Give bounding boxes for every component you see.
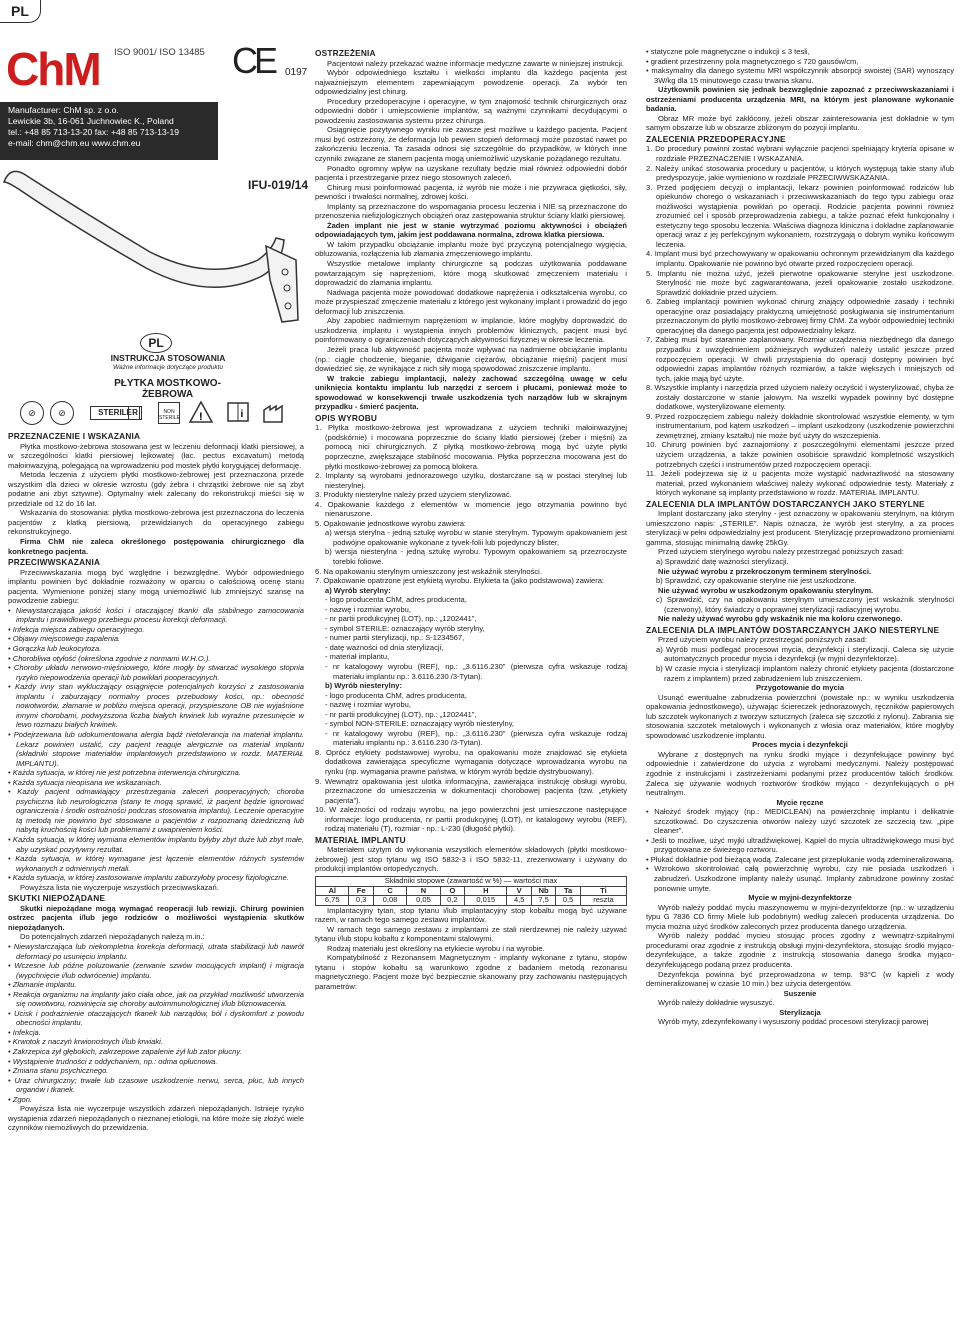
sterile-radiation-symbol: R [128,406,142,420]
paragraph: Kompatybilność z Rezonansem Magnetycznym - implanty wykonane z tytanu, stopów tytanu i stopów kobaltu są warunkowo zgodne z badaniem metodą rezonansu magnetycznego. Pacjent może być bezpiecznie skanowany przy zachowaniu następujących parametrów: [315,953,627,991]
list-item: - logo producenta ChM, adres producenta, [325,595,467,605]
table-cell: 0,015 [465,896,507,906]
list-item: • Każda sytuacja, w której zastosowanie implantu zaburzyłoby procesy fizjologiczne. [8,873,289,883]
list-item: 8. Wszystkie implanty i narzędzia przed użyciem należy oczyścić i wysterylizować, chyba że zostały dostarczone w stanie jałowym. Na wszelki wypadek powinny być dostępne dodatkowe, wysterylizowane elementy. [646,383,954,412]
list-item: - datę ważności od dnia sterylizacji, [325,642,444,652]
list-item: - nr katalogowy wyrobu (REF), np.: „3.6116.230” (pierwsza cyfra wskazuje rodzaj materiału implantu np.: 3.6116.230 /3-Tytan). [325,662,627,681]
heading-warnings: OSTRZEŻENIA [315,48,376,58]
list-item: • Objawy miejscowego zapalenia. [8,634,121,644]
list-item: b) W czasie mycia i sterylizacji implantom należy chronić etykiety pacjenta (dostarczone razem z implantem) przed zabrudzeniem lub zniszczeniem. [656,664,954,683]
list-item: • Nałożyć środek myjący (np.: MEDICLEAN) na powierzchnię implantu i delikatnie szczotkować. Do czyszczenia otworów należy użyć szczotek ze szczecią tzw. „pipe cleaner”. [646,807,954,836]
list-item: • Niewystarczająca lub niekompletna korekcja deformacji, utrata stabilizacji lub nawrót deformacji po usunięciu implantu. [8,941,304,961]
list-item: • Każda sytuacja, w której wymagane jest łączenie elementów różnych systemów wykonanych z odmiennych metali. [8,854,304,873]
paragraph: Usunąć ewentualne zabrudzenia powierzchni (powstałe np.: w wyniku uszkodzenia opakowania jednostkowego), używając ściereczek jednorazowych, ręczników papierowych lub szczotek wykonanych z tworzyw sztucznych (zaleca się szczotki z nylonu). Zabrania się stosowania szczotek metalowych i wykonanych z włosia oraz materiałów, które mogłyby spowodować uszkodzenie implantu. [646,692,954,740]
subheading: Mycie ręczne [776,797,824,807]
table-cell: 7,5 [531,896,555,906]
list-item: - numer partii sterylizacji, np.: S-1234567, [325,633,465,643]
paragraph: Wyrób myty, zdezynfekowany i wysuszony poddać procesowi sterylizacji parowej [658,1017,929,1027]
paragraph: Osiągnięcie pozytywnego wyniku nie zawsze jest możliwe u każdego pacjenta. Pacjent musi być ostrzeżony, że deformacja lub pewien stopień deformacji może pozostać nawet po zakończeniu leczenia. Ta zasada odnosi się szczególnie do przypadków, w których inne czynniki związane ze stanem pacjenta mogą uniemożliwić uzyskanie pożądanego rezultatu. [315,125,627,164]
product-name: PŁYTKA MOSTKOWO-ŻEBROWA [114,378,221,400]
list-item: 6. Zabieg implantacji powinien wykonać chirurg znający odpowiednie zasady i techniki operacyjne oraz posiadający praktyczną umiejętność posługiwania się instrumentarium przeznaczonym do płytki mostkowo-żebrowej firmy ChM. Za wybór odpowiedniej techniki operacyjnej dla danego pacjenta jest odpowiedzialny lekarz. [646,297,954,335]
paragraph: Rodzaj materiału jest określony na etykiecie wyrobu i na wyrobie. [327,943,545,953]
subheading: Sterylizacja [779,1007,821,1017]
list-item: • Wczesne lub późne poluzowanie (zerwanie szwów mocujących implant) i migracja (wypchnięcie i/lub odwrócenie) implantu. [8,961,304,980]
list-item: • Jeśli to możliwe, użyć myjki ultradźwiękowej. Kąpiel do mycia ultradźwiękowego musi być przygotowana ze świeżego roztworu. [646,835,954,855]
paragraph: W trakcie zabiegu implantacji, należy zachować szczególną uwagę w celu uniknięcia kontaktu implantu lub narzędzi z sercem i płucami, ponieważ może to spowodować w konsekwencji trwałe uszkodzenia tych narządów lub w skrajnym przypadku - śmierć pacjenta. [315,373,627,412]
table-cell: 0,3 [349,896,373,906]
table-cell: 0,5 [556,896,580,906]
paragraph: Aby zapobiec nadmiernym naprężeniom w implancie, które mogłyby doprowadzić do uszkodzenia implantu i wystąpienia innych problemów klinicznych, pacjent musi być poinformowany o ograniczeniach dotyczących aktywności fizycznej w okresie leczenia. [315,316,627,345]
table-header-cell: O [440,886,464,896]
instructions-subtitle: Ważne informacje dotyczące produktu [112,364,224,371]
manufacturer-box [0,102,218,160]
list-item: a) Wyrób musi podlegać procesowi mycia, dezynfekcji i sterylizacji. Caleca się użycie automatycznych procedur mycia i dezynfekcji (w myjni dezynfektorze). [656,644,954,664]
list-item: 2. Należy unikać stosowania procedury u pacjentów, u których występują takie stany i/lub predyspozycje, jakie wymieniono w rozdziale PRZECIWWSKAZANIA. [646,163,954,183]
paragraph: Wskazania do stosowania: płytka mostkowo-żebrowa jest przeznaczona do leczenia pacjentów z klatką piersiową, przewidzianych do operacyjnego zabiegu rekonstrukcyjnego. [8,508,304,537]
alloy-composition-table [315,876,627,906]
list-item: - nazwę i rozmiar wyrobu, [325,700,411,710]
instructions-title: INSTRUKCJA STOSOWANIA [110,353,226,363]
list-item: • maksymalny dla danego systemu MRI współczynnik absorpcji swoistej (SAR) wynoszący 3W/kg dla 15 minutowego czasu trwania skanu. [646,66,954,85]
language-tab: PL [0,0,41,23]
paragraph: Implant dostarczany jako sterylny - jest oznaczony w opakowaniu sterylnym, na którym umieszczono napis: „STERILE”. Napis oznacza, że wyrób jest sterylny, a za proces sterylizacji w pełni odpowiedzialny jest producent. Sterylizację przeprowadzono promieniami gamma, stosując minimalną dawkę 25kGy. [646,509,954,547]
paragraph: Przeciwwskazania mogą być względne i bezwzględne. Wybór odpowiedniego implantu powinien być dokładnie rozważony w oparciu o całościową ocenę stanu pacjenta. Wymienione poniżej stany mogą uniemożliwić lub zmniejszyć szansę na powodzenie zabiegu: [8,567,304,606]
paragraph: Użytkownik powinien się jednak bezwzględnie zapoznać z przeciwwskazaniami i ostrzeżeniami producenta urządzenia MRI, na którym jest planowane wykonanie badania. [646,85,954,114]
list-item: 9. Przed rozpoczęciem zabiegu należy dokładnie skontrolować wszystkie elementy, w tym instrumentarium, pod kątem uszkodzeń – implant uszkodzony (uszkodzenie powierzchni zewnętrznej, zmiany kształtu) nie może być użyty do wszczepienia. [646,411,954,440]
list-item: 10. Chirurg powinien być zaznajomiony z poszczególnymi elementami jeszcze przed użyciem urządzenia, a także powinien osobiście sprawdzić kompletność wszystkich potrzebnych części i instrumentów przed rozpoczęciem operacji. [646,440,954,469]
list-item: • Wzrokowo skontrolować całą powierzchnię wyrobu, czy nie posiada uszkodzeń i zabrudzeń. Uszkodzone implanty należy usunąć. Implanty zabrudzone powinny zostać ponownie umyte. [646,864,954,893]
subheading: Mycie w myjni-dezynfektorze [748,893,852,903]
table-header-cell: C [373,886,406,896]
chm-logo: ChM [6,43,100,95]
table-header-cell: Fe [349,886,373,896]
paragraph: Firma ChM nie zaleca określonego postępowania chirurgicznego dla konkretnego pacjenta. [8,537,304,556]
paragraph: W takim przypadku obciążanie implantu może być przyczyną potencjalnego wygięcia, obluzowania, rozłączenia lub złamania zmęczeniowego implantu. [315,239,627,259]
paragraph: Przed użyciem sterylnego wyrobu należy przestrzegać poniższych zasad: [658,547,904,557]
list-item: a) Wyrób sterylny: [325,585,391,595]
svg-text:!: ! [199,411,203,423]
table-header-cell: N [407,886,440,896]
list-item: • Złamanie implantu. [8,980,77,990]
plate-illustration [0,160,310,330]
list-item: - symbol NON-STERILE: oznaczający wyrób niesterylny, [325,719,515,729]
heading-product-description: OPIS WYROBU [315,412,378,423]
list-item: 11. Jeżeli podejrzewa się iż u pacjenta może wystąpić nadwrażliwość na stosowany materiał, przed wykonaniem właściwej należy wykonać odpowiednie testy. Materiały z których wykonane są implanty przedstawiono w rozdz. MATERIAŁ IMPLANTU. [646,469,954,498]
list-item: - materiał implantu, [325,652,390,662]
ce-mark: CE [232,40,275,81]
paragraph: Nie używać wyrobu z przekroczonym terminem sterylności. [658,566,872,576]
column-3 [646,47,954,1027]
paragraph: Płytka mostkowo-żebrowa stosowana jest w leczeniu deformacji klatki piersiowej, a w szczególności klatki piersiowej lejkowatej (łac. pectus excavatum) metodą małoinwazyjną, polegającą na wprowadzeniu pod mostek płytki korygującej deformację. [8,441,304,470]
heading-nonsterile-implants: ZALECENIA DLA IMPLANTÓW DOSTARCZANYCH JAKO NIESTERYLNE [646,624,940,635]
non-sterile-icon: NON STERILE [158,402,180,424]
list-item: • Infekcja miejsca zabiegu operacyjnego. [8,624,145,634]
list-item: • Infekcja. [8,1027,41,1037]
paragraph: Implanty są przeznaczone do wspomagania procesu leczenia i NIE są przeznaczone do przenoszenia niefizjologicznych obciążeń oraz zastępowania struktur ściany klatki piersiowej. [315,201,627,221]
list-item: • Płukać dokładnie pod bieżącą wodą. Zalecane jest przepłukanie wodą zdemineralizowaną. [646,854,954,864]
list-item: • Uraz chirurgiczny; trwałe lub czasowe uszkodzenie nerwu, serca, płuc, lub innych organów i tkanek. [8,1075,304,1095]
svg-text:i: i [240,409,244,420]
list-item: • Każda sytuacja, w której wymiana elementów implantu byłyby zbyt duże lub zbyt małe, aby uzyskać pozytywny rezultat. [8,834,304,854]
heading-side-effects: SKUTKI NIEPOŻĄDANE [8,893,106,904]
paragraph: Skutki niepożądane mogą wymagać reoperacji lub rewizji. Chirurg powinien ostrzec pacjenta i/lub jego rodziców o możliwości wystąpienia skutków niepożądanych. [8,903,304,932]
list-item: • Zakrzepica żył głębokich, zakrzepowe zapalenie żył lub zator płucny. [8,1047,242,1056]
table-cell: 0,05 [407,896,440,906]
manufacturer-phone: tel.: +48 85 713-13-20 fax: +48 85 713-13-19 [8,127,180,137]
list-item: 7. Zabieg musi być starannie zaplanowany. Rozmiar urządzenia niezbędnego dla danego przypadku z uwzględnieniem późniejszych wydłużeń należy ustalić jeszcze przed rozpoczęciem operacji. W chwili przystąpienia do operacji dostępny powinien być odpowiedni zapas implantów różnych rozmiarów, a także większych i mniejszych od tych, jakie mają być użyte. [646,335,954,383]
iso-certification: ISO 9001/ ISO 13485 [114,47,205,58]
table-header-cell: V [507,886,531,896]
paragraph: Dezynfekcja powinna być przeprowadzona w temp. 93°C (w kąpieli z wody demineralizowanej w czasie 10 min.) bez użycia detergentów. [646,969,954,989]
plate-shape [4,171,284,287]
ce-notified-body-number: 0197 [285,67,308,78]
paragraph: Przed użyciem wyrobu należy przestrzegać poniższych zasad: [658,635,867,645]
table-header-cell: H [465,886,507,896]
paragraph: Jeżeli praca lub aktywność pacjenta może wpływać na nadmierne obciążanie implantu (np.: ciągłe chodzenie, bieganie, dźwiganie ciężarów, obciążanie mięśni) pacjent musi dowiedzieć się, że wynikające z nich siły mogą spowodować zniszczenie implantu. [315,344,627,374]
list-item: b) Sprawdzić, czy opakowanie sterylne nie jest uszkodzone. [656,576,857,586]
list-item: - nr partii produkcyjnej (LOT), np.: „1202441”, [325,709,477,719]
paragraph: Wyrób należy poddać mycieu stosując proces zgodny z wewnątrz-szpitalnymi procedurami oraz zgodnie z instrukcją obsługi myjni-dezynfektora, stosując środki myjąco-dezynfekujące, a także zgodnie z instrukcją stosowania danego środka myjąco-dezynfekującego podaną przez producenta. [646,931,954,969]
caution-icon [188,400,214,424]
list-item: a) wersja sterylna - jedną sztukę wyrobu w stanie sterylnym. Typowym opakowaniem jest podwójne opakowanie wykonane z tyvek-folii lub pojedynczy blister, [325,528,627,547]
list-item: • Chorobliwa otyłość (określona zgodnie z normami W.H.O.). [8,653,211,663]
paragraph: Powyższa lista nie wyczerpuje wszystkich przeciwwskazań. [20,882,219,892]
list-item: - nr katalogowy wyrobu (REF), np.: „3.6116.230” (pierwsza cyfra wskazuje rodzaj materiału implantu np.: 3.6116.230 /3-Tytan). [325,728,627,748]
list-item: 10. W zależności od rodzaju wyrobu, na jego powierzchni jest umieszczone następujące informacje: logo producenta, nr partii produkcyjnej (LOT), nr katalogowy wyrobu (REF), rodzaj materiału (T), rozmiar - np.: L-230 (długość płytki). [315,805,627,834]
list-item: 5. Opakowanie jednostkowe wyrobu zawiera: [315,518,467,528]
list-item: 4. Opakowanie każdego z elementów w momencie jego otrzymania powinno być nienaruszone. [315,499,627,519]
table-header-cell: Ta [556,886,580,896]
paragraph: Do potencjalnych zdarzeń niepożądanych należą m.in.: [20,932,205,942]
ifu-code: IFU-019/14 [248,178,309,192]
column-1 [8,430,304,1133]
list-item: b) wersja niesterylna - jedną sztukę wyrobu. Typowym opakowaniem są przezroczyste torebki foliowe. [325,547,627,566]
list-item: • Krwotok z naczyń krwionośnych i/lub krwiaki. [8,1037,163,1047]
manufacturer-icon [262,400,284,424]
list-item: b) Wyrób niesterylny: [325,681,403,691]
list-item: - nr partii produkcyjnej (LOT), np.: „1202441”, [325,614,477,624]
paragraph: Procedury przedoperacyjne i operacyjne, w tym znajomość technik chirurgicznych oraz odpowiedni dobór i umiejscowienie implantów, są ważnymi czynnikami decydującymi o powodzeniu zastosowania systemu przez chirurga. [315,96,627,125]
paragraph: Wyrób należy dokładnie wysuszyć. [658,998,775,1008]
list-item: • Każda sytuacja nieopisana we wskazaniach. [8,777,162,787]
subheading: Suszenie [783,988,817,998]
heading-contraindications: PRZECIWWSKAZANIA [8,557,101,568]
table-cell: 4,5 [507,896,531,906]
language-badge: PL [140,333,172,353]
list-item: 8. Oprócz etykiety podstawowej wyrobu, na opakowaniu może znajdować się etykieta dodatkowa zawierająca specyficzne wymagania dotyczące wprowadzania wyrobu na rynku (np. wymagania prawne państwa, w którym wyrób będzie dystrybuowany). [315,747,627,777]
list-item: • Wystąpienie trudności z oddychaniem, np.: odma opłucnowa. [8,1056,218,1066]
list-item: • Ucisk i podrażnienie otaczających tkanek lub narządów, ból i dyskomfort z powodu obecności implantu. [8,1008,304,1028]
list-item: 1. Do procedury powinni zostać wybrani wyłącznie pacjenci spełniający kryteria opisane w rozdziale PRZEZNACZENIE I WSKAZANIA. [646,144,954,164]
table-caption: Składniki stopowe (zawartość w %) — wartości max [316,877,627,887]
list-item: c) Sprawdzić, czy na opakowaniu sterylnym umieszczony jest wskaźnik sterylności (czerwony), który świadczy o poprawnej sterylizacji radiacyjnej wyrobu. [656,595,954,614]
manufacturer-email: e-mail: chm@chm.eu www.chm.eu [8,138,141,148]
heading-purpose: PRZEZNACZENIE I WSKAZANIA [8,431,141,441]
list-item: 9. Wewnątrz opakowania jest ulotka informacyjna, zawierająca instrukcję obsługi wyrobu, przeznaczone do umieszczenia w dokumentacji chorobowej pacjenta (tzw. „etykiety pacjenta”). [315,776,627,805]
table-row [316,896,627,906]
list-item: • Gorączka lub leukocytoza. [8,644,102,654]
paragraph: Nadwaga pacjenta może powodować dodatkowe naprężenia i odkształcenia wyrobu, co może przyspieszać zmęczenie materiału z którego jest wykonany implant i prowadzić do jego deformacji lub zniszczenia. [315,287,627,316]
list-item: • Każda sytuacja, w której nie jest potrzebna interwencja chirurgiczna. [8,768,241,778]
list-item: • Zmiana stanu psychicznego. [8,1066,109,1076]
do-not-resterilize-icon: ⊘ [50,401,74,425]
paragraph: Wyrób należy poddać myciu maszynowemu w myjni-dezynfektorze (np.: w urządzeniu typu G 7836 CD firmy Miele lub podobnym) według zaleceń producenta urządzenia. Do mycia można użyć środków zaleconych przez producenta danego urządzenia. [646,902,954,931]
paragraph: Powyższa lista nie wyczerpuje wszystkich zdarzeń niepożądanych. Istnieje ryzyko wystąpienia zdarzeń niepożądanych o nieznanej etiologii, na które może się złożyć wiele czynników niemożliwych do przewidzenia. [8,1104,304,1133]
list-item: • Zgon. [8,1094,33,1104]
list-item: • Niewystarczająca jakość kości i otaczającej tkanki dla stabilnego zamocowania implantu i prawidłowego przebiegu procesu korekcji deformacji. [8,605,304,625]
list-item: 2. Implanty są wyrobami jednorazowego użytku, dostarczane są w postaci sterylnej lub niesterylnej. [315,471,627,490]
paragraph: Chirurg musi poinformować pacjenta, iż wyrób nie może i nie przywraca giętkości, siły, pewności i trwałości normalnej, zdrowej kości. [315,182,627,202]
do-not-reuse-icon: ⊘ [20,401,44,425]
table-header-cell: Al [316,886,349,896]
list-item: 1. Płytka mostkowo-żebrowa jest wprowadzana z użyciem techniki małoinwazyjnej (podskórnie) i mocowana poprzecznie do ściany klatki piersiowej (żeber i mięśni) za pomocą nici chirurgicznych. Z płytką mostkowo-żebrową mogą być użyte płytki poprzeczne, zwiększające stabilność mocowania. Płytka poprzeczna mocowana jest do płytki mostkowo-żebrowej za pomocą blokera. [315,423,627,471]
list-item: - logo producenta ChM, adres producenta, [325,690,467,700]
table-cell: 0,2 [440,896,464,906]
list-item: a) Sprawdzić datę ważności sterylizacji. [656,556,789,566]
list-item: - nazwę i rozmiar wyrobu, [325,604,411,614]
paragraph: Nie należy używać wyrobu gdy wskaźnik nie ma koloru czerwonego. [658,614,903,624]
sterile-symbol: STERILE [90,406,140,420]
list-item: • statyczne pole magnetyczne o indukcji ≤ 3 tesli, [646,47,810,56]
paragraph: Wybrane z dostępnych na rynku środki myjące i dezynfekujące powinny być odpowiednie i zatwierdzone do użycia z wyrobami medycznymi. Należy postępować zgodnie z instrukcjami i zastrzeżeniami podanymi przez producentów takich środków. Zaleca się używanie wodnych roztworów środków myjąco - dezynfekujących o pH neutralnym. [646,749,954,798]
list-item: • gradient przestrzenny pola magnetycznego ≤ 720 gausów/cm, [646,56,859,66]
list-item: • Każdy pacjent odmawiający przestrzegania zaleceń pooperacyjnych; choroba psychiczna lub neurologiczna (stany te mogą sprawić, iż pacjent będzie ignorować ograniczenia i środki ostrożności podczas stosowania implantu). Leczenie operacyjne tą metodą nie powinno być stosowane u pacjentów z rozpoznaną dziedziczną lub nabytą kruchością kości lub problemami z uwapnieniem kości. [8,787,304,835]
list-item: 5. Implantu nie można użyć, jeżeli pierwotne opakowanie sterylne jest uszkodzone. Sterylność nie może być zagwarantowana, jeżeli opakowanie zostało uszkodzone. Sprawdzić dokładnie przed użyciem. [646,268,954,297]
list-item: 6. Na opakowaniu sterylnym umieszczony jest wskaźnik sterylności. [315,566,542,576]
paragraph: Ponadto ogromny wpływ na uzyskane rezultaty będzie miał również odpowiedni dobór pacjenta i przestrzeganie przez niego stosownych zaleceń. [315,163,627,183]
list-item: • Reakcja organizmu na implanty jako ciała obce, jak na przykład możliwość utworzenia się nowotworu, rozwinięcia się choroby autoimmunologicznej i/lub bliznowacenia. [8,989,304,1009]
paragraph: Nie używać wyrobu w uszkodzonym opakowaniu sterylnym. [658,585,874,595]
table-cell: reszta [580,896,626,906]
consult-instructions-icon [226,400,250,424]
column-2 [315,47,627,991]
list-item: • Każdy inny stan wykluczający osiągnięcie potencjalnych korzyści z zastosowania implantu i zaburzający normalny proces przebudowy kości, np.: obecność nowotworów, złamanie w pobliżu miejsca operacji, przyspieszone OB nie wyjaśnione innymi chorobami, podwyższona liczba białych krwinek lub wyraźne przesunięcie w lewo rozmazu białych krwinek. [8,682,304,730]
heading-preoperative: ZALECENIA PRZEDOPERACYJNE [646,133,786,144]
paragraph: Obraz MR może być zakłócony, jeżeli obszar zainteresowania jest dokładnie w tym samym obszarze lub w obszarze zbliżonym do pozycji implantu. [646,113,954,133]
subheading: Przygotowanie do mycia [755,683,845,693]
heading-sterile-implants: ZALECENIA DLA IMPLANTÓW DOSTARCZANYCH JAKO STERYLNE [646,498,925,509]
heading-material: MATERIAŁ IMPLANTU [315,834,406,845]
table-cell: 0,08 [373,896,406,906]
list-item: • Choroby układu nerwowo-mięśniowego, które mogły by stwarzać wysokiego stopnia ryzyko niepowodzenia operacji lub powikłań pooperacyjnych. [8,663,304,682]
list-item: • Podejrzewana lub udokumentowana alergia bądź nietolerancja na materiał implantu. Lekarz powinien ustalić, czy pacjent reaguje alergicznie na materiał implantu (składniki stopowe materiałów implantowych przedstawiono w rozdz. MATERIAŁ IMPLANTU). [8,729,304,768]
table-header-cell: Ti [580,886,626,896]
paragraph: Metoda leczenia z użyciem płytki mostkowo-żebrowej jest przeznaczona przede wszystkim dla dzieci w okresie wzrostu (gdy żebra i chrząstki żebrowe nie są zbyt podatne ani zbyt sztywne). Optymalny wiek zalecany do rekonstrukcji mieści się w przedziale od 12 do 16 lat. [8,470,304,508]
list-item: 4. Implant musi być przechowywany w opakowaniu ochronnym przewidzianym dla każdego implantu. Opakowanie nie powinno być otwarte przed rozpoczęciem operacji. [646,249,954,269]
subheading: Proces mycia i dezynfekcji [752,740,848,750]
list-item: 7. Opakowanie opatrzone jest etykietą wyrobu. Etykieta ta (jako podstawowa) zawiera: [315,576,605,586]
list-item: 3. Produkty niesterylne należy przed użyciem sterylizować. [315,490,512,500]
manufacturer-address: Lewickie 3b, 16-061 Juchnowiec K., Poland [8,116,174,126]
paragraph: Żaden implant nie jest w stanie wytrzymać poziomu aktywności i obciążeń odpowiadających tym, jakim jest poddawana normalna, zdrowa klatka piersiowa. [315,220,627,240]
table-cell: 6,75 [316,896,349,906]
manufacturer-name: Manufacturer: ChM sp. z o.o. [8,105,119,115]
paragraph: Pacjentowi należy przekazać ważne informacje medyczne zawarte w niniejszej instrukcji. [327,58,624,68]
list-item: 3. Przed podjęciem decyzji o implantacji, lekarz powinien poinformować rodziców lub opiekunów chorego o wskazaniach i przeciwwskazaniach do tego typu zabiegu oraz możliwości wystąpienia powikłań po operacji. Rodzicie pacjenta powinni również zrozumieć cel i sposób przeprowadzenia zabiegu, a także poznać efekt funkcjonalny i estetyczny tego sposobu leczenia. Właściwa diagnoza kliniczna i dokładne zaplanowanie operacji wraz z jej perfekcyjnym wykonaniem, rozstrzygają o dobrym wyniku końcowym leczenia. [646,182,954,249]
table-header-cell: Nb [531,886,555,896]
paragraph: Wszystkie metalowe implanty chirurgiczne są podczas użytkowania poddawane powtarzającym się naprężeniom, które mogą skutkować zmęczeniem materiału i doprowadzić do złamania implantu. [315,259,627,288]
paragraph: Wybór odpowiedniego kształtu i wielkości implantu dla każdego pacjenta jest najważniejszym elementem zapewniającym powodzenie operacji. Za wybór ten odpowiedzialny jest chirurg. [315,68,627,97]
paragraph: Materiałem użytym do wykonania wszystkich elementów składowych (płytki mostkowo-żebrowej) jest stop tytanu wg ISO 5832-3 i ISO 5832-11, zrezerwowany i używany do produkcji implantów ortopedycznych. [315,845,627,874]
paragraph: Implantacyjny tytan, stop tytanu i/lub implantacyjny stop kobaltu mogą być używane razem, w ramach tego samego zestawu implantów. [315,905,627,925]
paragraph: W ramach tego samego zestawu z implantami ze stali nierdzewnej nie należy używać tytanu i/lub stopu kobaltu z komponentami stalowymi. [315,924,627,944]
plate-end [266,246,298,322]
list-item: - symbol STERILE: oznaczający wyrób sterylny, [325,623,485,633]
